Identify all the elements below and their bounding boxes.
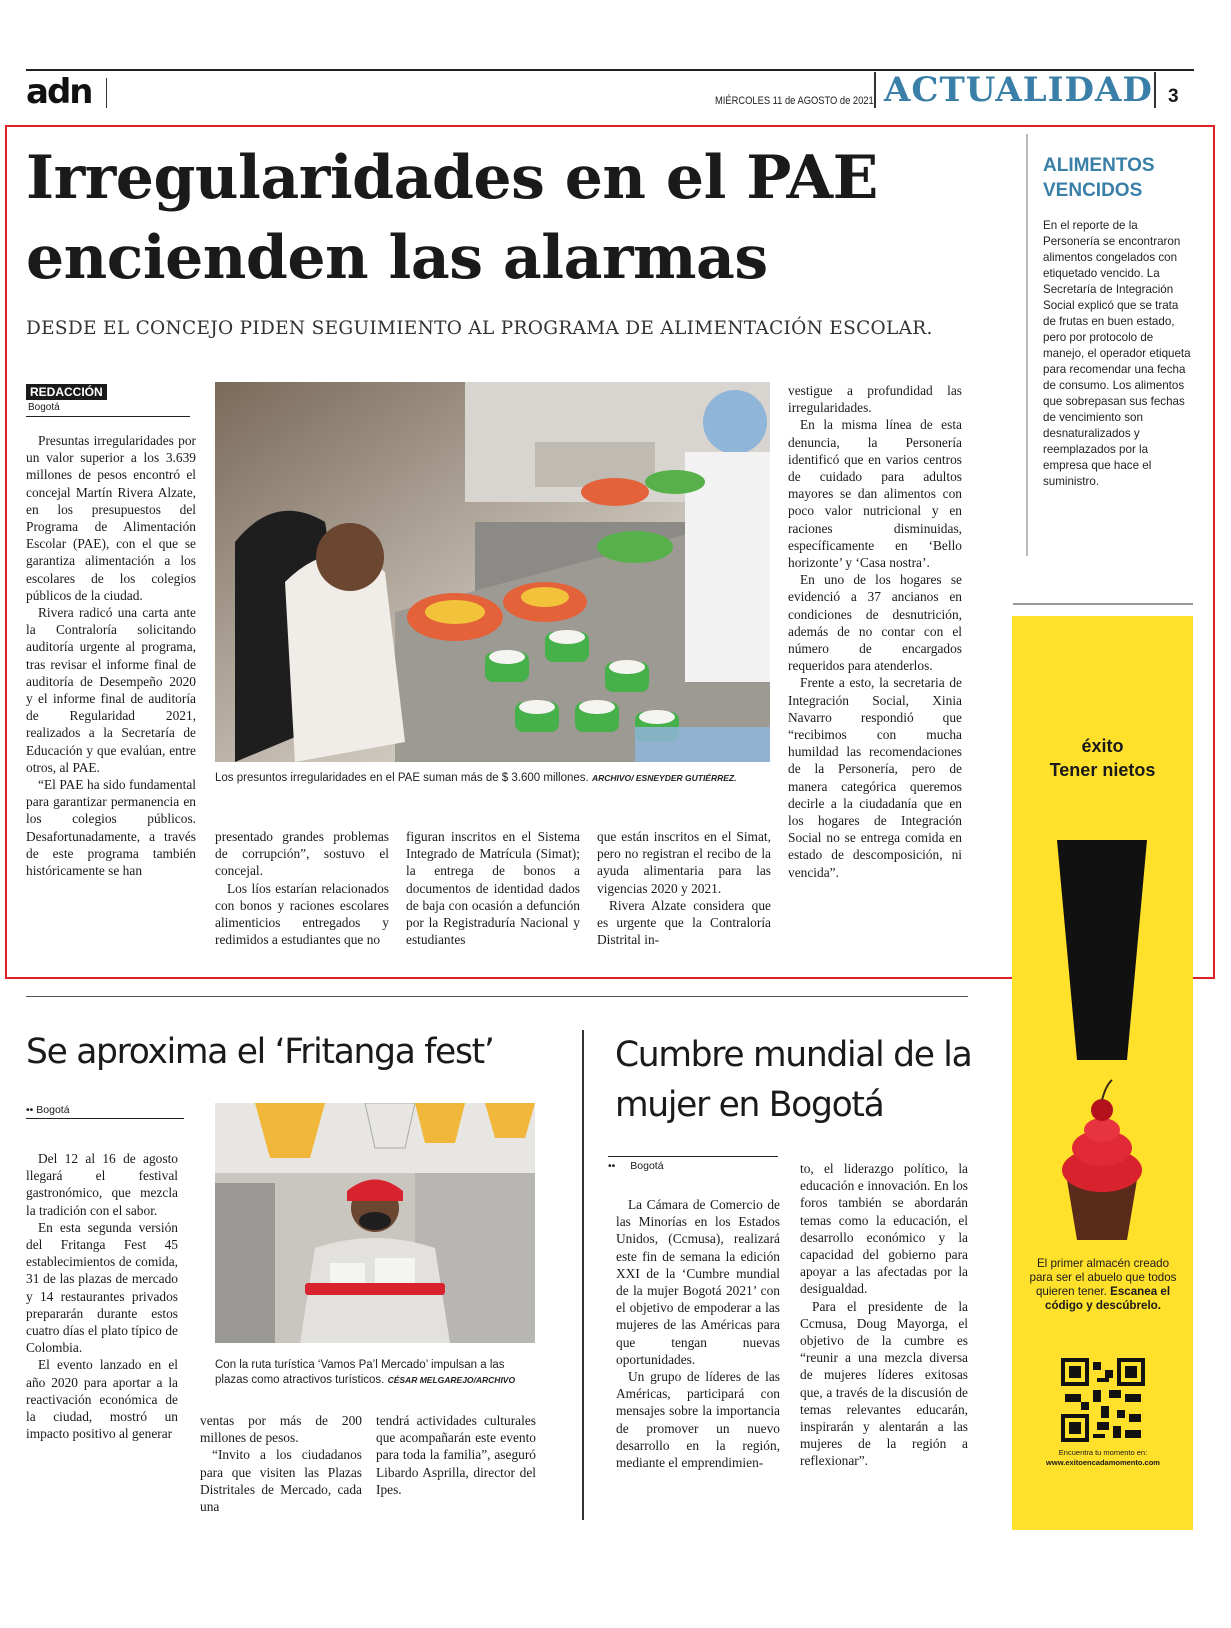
paragraph: Del 12 al 16 de agosto llegará el festival gastronómico, que mezcla la tradición con el sabor. [26,1151,178,1218]
fritanga-col-3 [376,1412,536,1498]
paragraph: figuran inscritos en el Sistema Integrado de Matrícula (Simat); la entrega de bonos a documentos de identidad dados de baja con ocasión a defunción por la Registraduría Nacional y estudiantes [406,829,580,948]
school-lunch-photo [215,382,770,762]
dateline-city: Bogotá [28,402,60,413]
fritanga-col-1 [26,1150,178,1442]
headline-line: encienden las alarmas [26,223,768,293]
paragraph: En uno de los hogares se evidenció a 37 ancianos en condiciones de desnutrición, además de no contar con el número de encargados requeridos para atenderlos. [788,572,962,674]
sidebar-text: En el reporte de la Personería se encontraron alimentos congelados con etiquetado vencido. La Secretaría de Integración Social explicó que se trata de frutas en buen estado, pero por protocolo de manejo, el operador etiqueta para recomendar una fecha de consumo. Los alimentos que sobrepasan sus fechas de vencimiento son desnaturalizados y reemplazados por la empresa que hace el suministro. [1043,219,1191,488]
ad-url-link[interactable]: www.exitoencadamomento.com [1046,1458,1160,1467]
paragraph: El evento lanzado en el año 2020 para aportar a la reactivación económica de la ciudad, mostró un impacto positivo al generar [26,1357,178,1442]
main-col-2 [215,828,389,948]
dateline [26,1104,70,1116]
section-divider [26,996,968,997]
dateline-rule [608,1156,778,1157]
ad-brand-logo: éxito [1081,736,1124,756]
fritanga-photo [215,1103,535,1343]
bullet-icon: •• [608,1160,616,1172]
paragraph: Los líos estarían relacionados con bonos y raciones escolares alimenticios entregados y redimidos a estudiantes que no [215,880,389,948]
ad-copy [1028,1257,1178,1313]
sidebar-rule [1026,134,1028,556]
paragraph: to, el liderazgo político, la educación e innovación. En los foros también se abordarán temas como la educación, el desarrollo económico y la capacidad del gobierno para apoyar a las afectadas por la desigualdad. [800,1161,968,1297]
qr-code-icon[interactable] [1061,1358,1145,1442]
paragraph: La Cámara de Comercio de las Minorías en los Estados Unidos, (Ccmusa), realizará este fin de semana la edición XXI de la ‘Cumbre mundial de la mujer Bogotá 2021’ con el objetivo de empoderar a las mujeres de las Américas para que tengan nuevas oportunidades. [616,1197,780,1367]
photo-credit: CÉSAR MELGAREJO/ARCHIVO [387,1375,516,1385]
main-col-5 [788,382,962,881]
main-col-4 [597,828,771,948]
byline-rule [26,416,190,417]
paragraph: Presuntas irregularidades por un valor superior a los 3.639 millones de pesos encontró el concejal Martín Rivera Alzate, en los presupuestos del Programa de Alimentación Escolar (PAE), con el que se garantiza alimentación a los escolares de los colegios públicos de la ciudad. [26,433,196,603]
caption-text: Con la ruta turística ‘Vamos Pa’l Mercado’ impulsan a las plazas como atractivos turísticos. [215,1359,505,1386]
paragraph: que están inscritos en el Simat, pero no registran el recibo de la ayuda alimentaria para las vigencias 2020 y 2021. [597,829,771,896]
paragraph: vestigue a profundidad las irregularidades. [788,383,962,416]
paragraph: En esta segunda versión del Fritanga Fest 45 establecimientos de comida, 31 de las plazas de mercado y 14 restaurantes privados prepararán durante estos cuatro días el plato típico de Colombia. [26,1219,178,1356]
main-subhead: DESDE EL CONCEJO PIDEN SEGUIMIENTO AL PROGRAMA DE ALIMENTACIÓN ESCOLAR. [26,318,933,339]
ad-url-label: Encuentra tu momento en: [1058,1448,1148,1457]
paragraph: Rivera radicó una carta ante la Contraloría solicitando auditoría urgente al programa, tras revisar el informe final de auditoría de Desempeño 2020 y el informe final de auditoría de Regularidad 2021, realizados a la Secretaría de Educación y que evalúan, entre otros, al PAE. [26,605,196,775]
dateline-city: Bogotá [36,1104,70,1116]
paragraph: “Invito a los ciudadanos para que visiten las Plazas Distritales de Mercado, cada una [200,1447,362,1515]
cupcake-icon [1062,1080,1142,1240]
dateline-city: Bogotá [630,1160,664,1172]
fritanga-col-2 [200,1412,362,1515]
main-headline [26,138,976,298]
paragraph: Un grupo de líderes de las Américas, participará con mensajes sobre la importancia de promover un nuevo desarrollo en la región, mediante el emprendimien- [616,1369,780,1471]
sidebar-rule [1013,603,1193,605]
cumbre-col-1 [616,1196,780,1471]
cumbre-headline: Cumbre mundial de la mujer en Bogotá [615,1035,972,1125]
caption-text: Los presuntos irregularidades en el PAE suman más de $ 3.600 millones. [215,772,589,784]
ad-copy-text: El primer almacén creado para ser el abuelo que todos quieren tener. [1029,1257,1177,1298]
main-col-1 [26,432,196,879]
headline-line: Irregularidades en el PAE [26,143,878,213]
adn-logo: adn [26,72,92,112]
paragraph: “El PAE ha sido fundamental para garantizar permanencia en los colegios públicos. Desafortunadamente, a través de este programa también históricamente se han [26,777,196,879]
dateline [608,1160,664,1172]
sidebar-title: ALIMENTOS VENCIDOS [1043,155,1155,201]
bullet-icon: •• [26,1104,34,1116]
main-col-3 [406,828,580,948]
header-divider [874,72,876,108]
paragraph: Para el presidente de la Ccmusa, Doug Mayorga, el objetivo de la cumbre es “reunir a una mezcla diversa de mujeres líderes exitosas que, a través de la discusión de temas relevantes educarán, inspirarán y alentarán a las mujeres de la región a reflexionar”. [800,1298,968,1469]
paragraph: En la misma línea de esta denuncia, la Personería identificó que en varios centros de cuidado para adultos mayores se dan alimentos con poco valor nutricional y en raciones disminuidas, específicamente en ‘Bello horizonte’ y ‘Casa nostra’. [788,417,962,571]
paragraph: ventas por más de 200 millones de pesos. [200,1413,362,1446]
ad-slogan: Tener nietos [1049,760,1156,780]
byline: REDACCIÓN [26,384,107,400]
section-title: ACTUALIDAD [884,70,1153,110]
fritanga-headline: Se aproxima el ‘Fritanga fest’ [26,1032,494,1072]
dateline-rule [26,1118,184,1119]
ad-graphic [1012,800,1193,1240]
page-number: 3 [1168,86,1179,107]
photo-caption [215,1358,535,1388]
column-divider [582,1030,584,1520]
paragraph: tendrá actividades culturales que acompañarán este evento para toda la familia”, aseguró Libardo Asprilla, director del Ipes. [376,1413,536,1497]
ad-call-to-action: Escanea el código y descúbrelo. [1045,1285,1171,1312]
paragraph: Rivera Alzate considera que es urgente que la Contraloría Distrital in- [597,897,771,948]
ad-url[interactable] [1028,1448,1178,1468]
photo-credit: ARCHIVO/ ESNEYDER GUTIÉRREZ. [591,773,737,783]
paragraph: presentado grandes problemas de corrupción”, sostuvo el concejal. [215,829,389,879]
cumbre-col-2 [800,1160,968,1470]
header-divider [1154,72,1156,108]
photo-caption [215,772,795,784]
logo-divider [106,78,107,108]
paragraph: Frente a esto, la secretaria de Integración Social, Xinia Navarro respondió que “recibimos con mucha humildad las recomendaciones de la Personería, pero de manera categórica queremos decirle a la ciudadanía que en los hogares de Integración Social no se entrega comida en estado de descomposición, ni vencida”. [788,675,962,880]
issue-date: MIÉRCOLES 11 de AGOSTO de 2021 [715,95,874,107]
